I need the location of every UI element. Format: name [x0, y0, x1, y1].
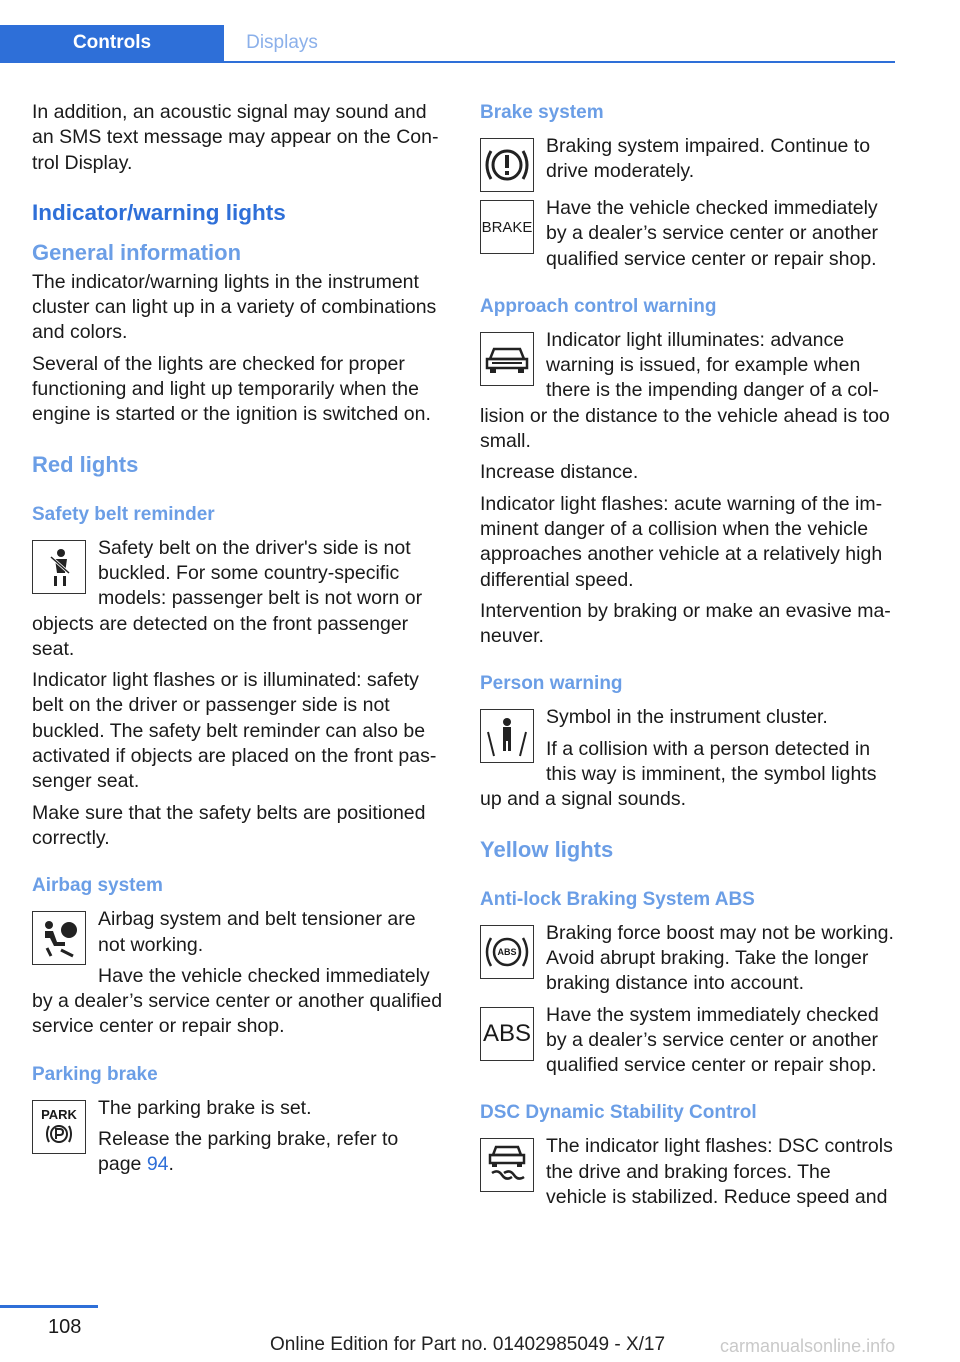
dsc-text-1: The indicator light flashes: DSC controls the drive and braking forces. The vehicle is stabilized. Reduce speed and: [546, 1135, 893, 1209]
heading-safety-belt-reminder: Safety belt reminder: [32, 503, 215, 525]
abs-circle-icon: [480, 925, 534, 979]
right-column: [480, 100, 895, 1216]
seatbelt-icon: [32, 540, 86, 594]
brake-warning-icon: [480, 138, 534, 192]
approach-warning-car-icon: [480, 332, 534, 386]
brake-text-1: Braking system impaired. Continue to drive moderately.: [546, 135, 871, 183]
abs-circle-label: ABS: [497, 946, 517, 957]
airbag-text-1: Airbag system and belt tensioner are not working.: [98, 908, 416, 956]
heading-brake-system: Brake system: [480, 102, 604, 123]
airbag-icon: [32, 911, 86, 965]
watermark: carmanualsonline.info: [720, 1336, 896, 1356]
parking-text-2: [32, 1127, 447, 1178]
abs-text-2: Have the system immediately checked by a dealer’s service center or another qualified service center or repair shop.: [546, 1003, 879, 1077]
parking-brake-icon: [32, 1100, 86, 1154]
approach-text-4: Intervention by braking or make an evasive maneuver.: [480, 599, 891, 648]
belt-text-3: Make sure that the safety belts are positioned correctly.: [32, 801, 426, 849]
heading-parking-brake: Parking brake: [32, 1063, 158, 1085]
heading-person-warning: Person warning: [480, 673, 623, 695]
abs-icon-label: ABS: [482, 1019, 532, 1047]
heading-airbag-system: Airbag system: [32, 875, 163, 897]
approach-text-3: Indicator light flashes: acute warning of the imminent danger of a collision when the vehicle approaches another vehicle at a relatively high differential speed.: [480, 492, 883, 591]
brake-text-icon: [480, 200, 534, 254]
person-text-1: Symbol in the instrument cluster.: [546, 706, 828, 729]
heading-abs: Anti-lock Braking System ABS: [480, 888, 755, 910]
tab-controls[interactable]: Controls: [0, 25, 224, 61]
approach-text-1: Indicator light illuminates: advance warning is issued, for example when there is the impending danger of a collision or the distance to the vehicle ahead is too small.: [480, 328, 890, 453]
heading-indicator-warning-lights: Indicator/warning lights: [32, 199, 286, 225]
general-text-1: The indicator/warning lights in the instrument cluster can light up in a variety of combinations and colors.: [32, 270, 437, 344]
brake-icon-label: BRAKE: [481, 218, 533, 236]
section-tabs: [0, 25, 895, 63]
heading-approach-control-warning: Approach control warning: [480, 295, 717, 317]
heading-yellow-lights: Yellow lights: [480, 836, 614, 862]
dsc-skid-car-icon: [480, 1138, 534, 1192]
person-text-2: If a collision with a person detected in this way is imminent, the symbol lights up and a signal sounds.: [480, 737, 877, 811]
parking-text-1: The parking brake is set.: [98, 1096, 312, 1119]
parking-text-2-post: .: [168, 1153, 174, 1176]
page-number: 108: [48, 1316, 82, 1338]
approach-text-2: Increase distance.: [480, 461, 639, 484]
heading-dsc: DSC Dynamic Stability Control: [480, 1102, 757, 1124]
abs-text-1: Braking force boost may not be working. Avoid abrupt braking. Take the longer braking distance into account.: [546, 921, 894, 995]
abs-text-icon: [480, 1007, 534, 1061]
airbag-text-2: Have the vehicle checked immediately by a dealer’s service center or another qualified service center or repair shop.: [32, 964, 443, 1038]
brake-text-2: Have the vehicle checked immediately by a dealer’s service center or another qualified service center or repair shop.: [546, 197, 879, 270]
footer-accent-line: [0, 1305, 98, 1308]
parking-text-2-pre: Release the parking brake, refer to page: [98, 1128, 399, 1176]
edition-text: Online Edition for Part no. 01402985049 - X/17: [270, 1334, 666, 1355]
person-warning-icon: [480, 709, 534, 763]
belt-text-1: Safety belt on the driver's side is not buckled. For some country-specific models: passenger belt is not worn or objects are detected on the front passenger seat.: [32, 536, 423, 660]
left-column: [32, 100, 447, 1184]
tab-displays[interactable]: Displays: [246, 32, 318, 53]
heading-red-lights: Red lights: [32, 451, 139, 477]
belt-text-2: Indicator light flashes or is illuminated: safety belt on the driver or passenger side is not buckled. The safety belt reminder can also be activated if objects are placed on the front passenger seat.: [32, 669, 437, 793]
general-text-2: Several of the lights are checked for proper functioning and light up temporarily when the engine is started or the ignition is switched on.: [32, 352, 431, 426]
park-icon-label: PARK: [41, 1106, 77, 1122]
page-94-link[interactable]: 94: [146, 1153, 169, 1176]
heading-general-information: General information: [32, 239, 242, 265]
intro-text: In addition, an acoustic signal may sound and an SMS text message may appear on the Control Display.: [32, 101, 439, 174]
